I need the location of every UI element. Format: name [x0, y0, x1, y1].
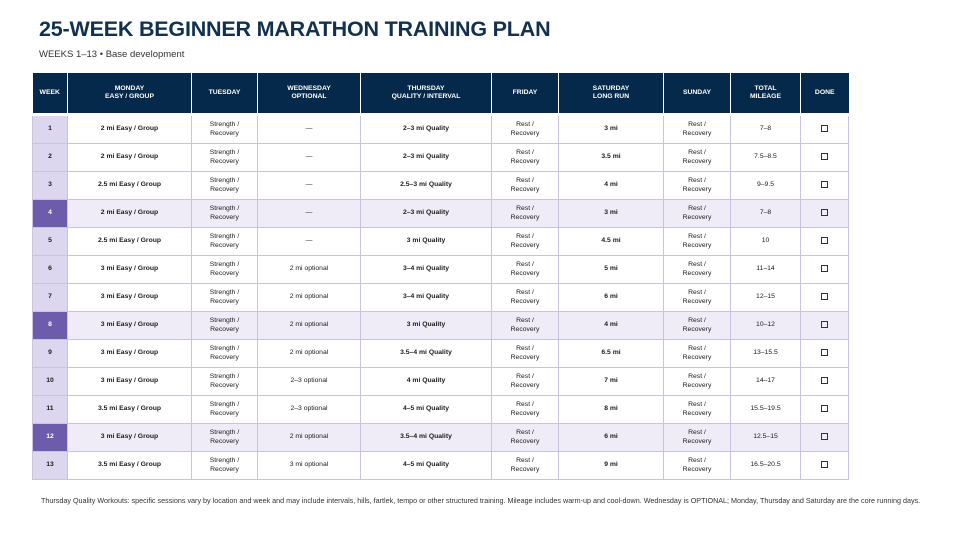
week-number: 2: [33, 144, 68, 172]
done-cell[interactable]: [801, 228, 849, 256]
tuesday-cell: Strength / Recovery: [192, 228, 258, 256]
total-mileage-cell: 10: [731, 228, 801, 256]
wednesday-cell: —: [258, 144, 361, 172]
col-header-thursday: THURSDAY QUALITY / INTERVAL: [361, 73, 492, 115]
footnote: Thursday Quality Workouts: specific sessions vary by location and week and may include intervals, hills, fartlek, tempo or other structured training. Mileage includes warm-up and cool-down. Wednesday is OPTIONAL; Monday, Thursday and Saturday are the core running days.: [41, 496, 921, 505]
col-header-saturday: SATURDAY LONG RUN: [559, 73, 664, 115]
done-cell[interactable]: [801, 340, 849, 368]
table-row: [33, 452, 849, 480]
thursday-cell: 3–4 mi Quality: [361, 256, 492, 284]
week-number: 4: [33, 200, 68, 228]
col-header-tuesday: TUESDAY: [192, 73, 258, 115]
empty-checkbox-icon[interactable]: [821, 237, 828, 244]
total-mileage-cell: 9–9.5: [731, 172, 801, 200]
monday-cell: 3 mi Easy / Group: [68, 256, 192, 284]
table-row: [33, 368, 849, 396]
total-mileage-cell: 13–15.5: [731, 340, 801, 368]
week-number: 1: [33, 115, 68, 144]
saturday-cell: 8 mi: [559, 396, 664, 424]
monday-cell: 2 mi Easy / Group: [68, 200, 192, 228]
sunday-cell: Rest / Recovery: [664, 228, 731, 256]
tuesday-cell: Strength / Recovery: [192, 368, 258, 396]
monday-cell: 2.5 mi Easy / Group: [68, 228, 192, 256]
sunday-cell: Rest / Recovery: [664, 340, 731, 368]
thursday-cell: 3.5–4 mi Quality: [361, 424, 492, 452]
total-mileage-cell: 11–14: [731, 256, 801, 284]
friday-cell: Rest / Recovery: [492, 200, 559, 228]
done-cell[interactable]: [801, 368, 849, 396]
table-row: [33, 256, 849, 284]
saturday-cell: 3.5 mi: [559, 144, 664, 172]
sunday-cell: Rest / Recovery: [664, 284, 731, 312]
table-body: [33, 115, 849, 480]
sunday-cell: Rest / Recovery: [664, 424, 731, 452]
monday-cell: 2 mi Easy / Group: [68, 115, 192, 144]
sunday-cell: Rest / Recovery: [664, 452, 731, 480]
monday-cell: 3 mi Easy / Group: [68, 424, 192, 452]
empty-checkbox-icon[interactable]: [821, 153, 828, 160]
wednesday-cell: 2 mi optional: [258, 340, 361, 368]
done-cell[interactable]: [801, 396, 849, 424]
sunday-cell: Rest / Recovery: [664, 172, 731, 200]
table-row: [33, 144, 849, 172]
empty-checkbox-icon[interactable]: [821, 321, 828, 328]
saturday-cell: 9 mi: [559, 452, 664, 480]
week-number: 12: [33, 424, 68, 452]
table-row: [33, 396, 849, 424]
table-row: [33, 340, 849, 368]
wednesday-cell: 2 mi optional: [258, 424, 361, 452]
col-header-friday: FRIDAY: [492, 73, 559, 115]
tuesday-cell: Strength / Recovery: [192, 396, 258, 424]
wednesday-cell: 2–3 optional: [258, 396, 361, 424]
saturday-cell: 6 mi: [559, 424, 664, 452]
friday-cell: Rest / Recovery: [492, 284, 559, 312]
saturday-cell: 7 mi: [559, 368, 664, 396]
total-mileage-cell: 7.5–8.5: [731, 144, 801, 172]
monday-cell: 3.5 mi Easy / Group: [68, 396, 192, 424]
total-mileage-cell: 7–8: [731, 200, 801, 228]
table-row: [33, 172, 849, 200]
wednesday-cell: 3 mi optional: [258, 452, 361, 480]
tuesday-cell: Strength / Recovery: [192, 312, 258, 340]
table-header-row: [33, 73, 849, 115]
done-cell[interactable]: [801, 256, 849, 284]
col-header-done: DONE: [801, 73, 849, 115]
week-number: 3: [33, 172, 68, 200]
friday-cell: Rest / Recovery: [492, 256, 559, 284]
wednesday-cell: 2–3 optional: [258, 368, 361, 396]
friday-cell: Rest / Recovery: [492, 424, 559, 452]
page-subtitle: WEEKS 1–13 • Base development: [39, 49, 185, 60]
week-number: 13: [33, 452, 68, 480]
saturday-cell: 5 mi: [559, 256, 664, 284]
sunday-cell: Rest / Recovery: [664, 256, 731, 284]
empty-checkbox-icon[interactable]: [821, 349, 828, 356]
empty-checkbox-icon[interactable]: [821, 433, 828, 440]
sunday-cell: Rest / Recovery: [664, 368, 731, 396]
thursday-cell: 2–3 mi Quality: [361, 200, 492, 228]
empty-checkbox-icon[interactable]: [821, 265, 828, 272]
week-number: 11: [33, 396, 68, 424]
sunday-cell: Rest / Recovery: [664, 144, 731, 172]
friday-cell: Rest / Recovery: [492, 115, 559, 144]
tuesday-cell: Strength / Recovery: [192, 340, 258, 368]
thursday-cell: 4–5 mi Quality: [361, 396, 492, 424]
week-number: 6: [33, 256, 68, 284]
thursday-cell: 3 mi Quality: [361, 228, 492, 256]
monday-cell: 3 mi Easy / Group: [68, 368, 192, 396]
monday-cell: 2.5 mi Easy / Group: [68, 172, 192, 200]
empty-checkbox-icon[interactable]: [821, 293, 828, 300]
training-plan-table: [32, 73, 849, 480]
thursday-cell: 4 mi Quality: [361, 368, 492, 396]
monday-cell: 3 mi Easy / Group: [68, 340, 192, 368]
saturday-cell: 6.5 mi: [559, 340, 664, 368]
empty-checkbox-icon[interactable]: [821, 405, 828, 412]
done-cell[interactable]: [801, 424, 849, 452]
wednesday-cell: 2 mi optional: [258, 284, 361, 312]
tuesday-cell: Strength / Recovery: [192, 284, 258, 312]
thursday-cell: 2–3 mi Quality: [361, 115, 492, 144]
wednesday-cell: 2 mi optional: [258, 256, 361, 284]
tuesday-cell: Strength / Recovery: [192, 172, 258, 200]
col-header-sunday: SUNDAY: [664, 73, 731, 115]
total-mileage-cell: 12–15: [731, 284, 801, 312]
friday-cell: Rest / Recovery: [492, 368, 559, 396]
col-header-monday: MONDAY EASY / GROUP: [68, 73, 192, 115]
friday-cell: Rest / Recovery: [492, 144, 559, 172]
saturday-cell: 3 mi: [559, 115, 664, 144]
col-header-week: WEEK: [33, 73, 68, 115]
table-row: [33, 312, 849, 340]
done-cell[interactable]: [801, 284, 849, 312]
done-cell[interactable]: [801, 200, 849, 228]
empty-checkbox-icon[interactable]: [821, 181, 828, 188]
total-mileage-cell: 10–12: [731, 312, 801, 340]
week-number: 5: [33, 228, 68, 256]
done-cell[interactable]: [801, 115, 849, 144]
done-cell[interactable]: [801, 172, 849, 200]
tuesday-cell: Strength / Recovery: [192, 452, 258, 480]
total-mileage-cell: 7–8: [731, 115, 801, 144]
table-row: [33, 200, 849, 228]
saturday-cell: 3 mi: [559, 200, 664, 228]
done-cell[interactable]: [801, 452, 849, 480]
sunday-cell: Rest / Recovery: [664, 115, 731, 144]
tuesday-cell: Strength / Recovery: [192, 115, 258, 144]
week-number: 8: [33, 312, 68, 340]
done-cell[interactable]: [801, 144, 849, 172]
week-number: 7: [33, 284, 68, 312]
friday-cell: Rest / Recovery: [492, 452, 559, 480]
saturday-cell: 6 mi: [559, 284, 664, 312]
thursday-cell: 3–4 mi Quality: [361, 284, 492, 312]
table-row: [33, 115, 849, 144]
saturday-cell: 4.5 mi: [559, 228, 664, 256]
thursday-cell: 2–3 mi Quality: [361, 144, 492, 172]
empty-checkbox-icon[interactable]: [821, 209, 828, 216]
week-number: 10: [33, 368, 68, 396]
wednesday-cell: —: [258, 228, 361, 256]
monday-cell: 3 mi Easy / Group: [68, 312, 192, 340]
page-title: 25-WEEK BEGINNER MARATHON TRAINING PLAN: [39, 17, 551, 41]
thursday-cell: 3.5–4 mi Quality: [361, 340, 492, 368]
week-number: 9: [33, 340, 68, 368]
done-cell[interactable]: [801, 312, 849, 340]
friday-cell: Rest / Recovery: [492, 396, 559, 424]
friday-cell: Rest / Recovery: [492, 228, 559, 256]
friday-cell: Rest / Recovery: [492, 312, 559, 340]
monday-cell: 3.5 mi Easy / Group: [68, 452, 192, 480]
tuesday-cell: Strength / Recovery: [192, 424, 258, 452]
table-row: [33, 284, 849, 312]
thursday-cell: 4–5 mi Quality: [361, 452, 492, 480]
total-mileage-cell: 12.5–15: [731, 424, 801, 452]
col-header-total-mileage: TOTAL MILEAGE: [731, 73, 801, 115]
saturday-cell: 4 mi: [559, 312, 664, 340]
wednesday-cell: —: [258, 115, 361, 144]
tuesday-cell: Strength / Recovery: [192, 144, 258, 172]
table-row: [33, 424, 849, 452]
friday-cell: Rest / Recovery: [492, 340, 559, 368]
total-mileage-cell: 14–17: [731, 368, 801, 396]
sunday-cell: Rest / Recovery: [664, 200, 731, 228]
tuesday-cell: Strength / Recovery: [192, 256, 258, 284]
total-mileage-cell: 16.5–20.5: [731, 452, 801, 480]
friday-cell: Rest / Recovery: [492, 172, 559, 200]
monday-cell: 2 mi Easy / Group: [68, 144, 192, 172]
thursday-cell: 2.5–3 mi Quality: [361, 172, 492, 200]
thursday-cell: 3 mi Quality: [361, 312, 492, 340]
table-row: [33, 228, 849, 256]
wednesday-cell: 2 mi optional: [258, 312, 361, 340]
empty-checkbox-icon[interactable]: [821, 461, 828, 468]
empty-checkbox-icon[interactable]: [821, 125, 828, 132]
monday-cell: 3 mi Easy / Group: [68, 284, 192, 312]
wednesday-cell: —: [258, 172, 361, 200]
sunday-cell: Rest / Recovery: [664, 312, 731, 340]
empty-checkbox-icon[interactable]: [821, 377, 828, 384]
col-header-wednesday: WEDNESDAY OPTIONAL: [258, 73, 361, 115]
tuesday-cell: Strength / Recovery: [192, 200, 258, 228]
total-mileage-cell: 15.5–19.5: [731, 396, 801, 424]
wednesday-cell: —: [258, 200, 361, 228]
saturday-cell: 4 mi: [559, 172, 664, 200]
sunday-cell: Rest / Recovery: [664, 396, 731, 424]
